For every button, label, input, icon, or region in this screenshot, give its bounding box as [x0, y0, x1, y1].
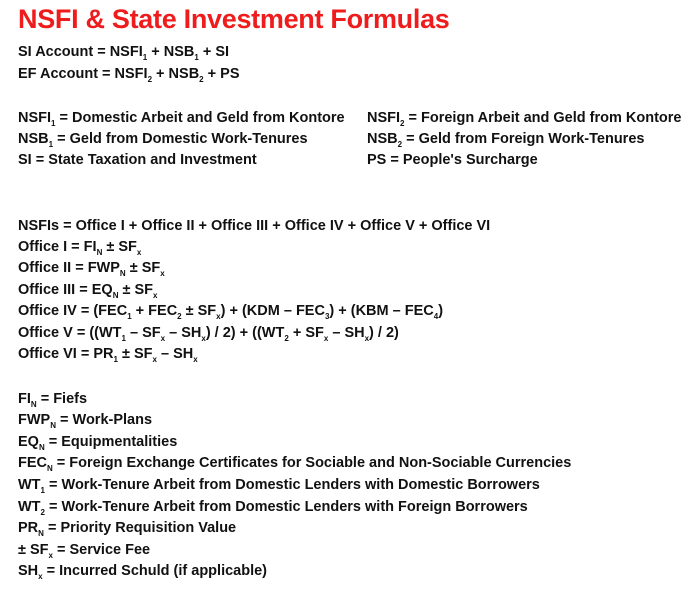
definition-ps: PS = People's Surcharge [367, 152, 538, 168]
ef-account-formula: EF Account = $NSFI_2 + NSB_2$ + PS [18, 66, 240, 84]
definition-nsfi1: $NSFI_1$ = Domestic Arbeit and Geld from Kontore [18, 110, 345, 128]
glossary-service-fee: ± $SF_x$ = Service Fee [18, 542, 151, 560]
definition-nsb1: $NSB_1$ = Geld from Domestic Work-Tenures [18, 131, 308, 149]
glossary-wt2: $WT_2$ = Work-Tenure Arbeit from Domestic Lenders with Foreign Borrowers [18, 499, 528, 517]
definition-nsfi2: $NSFI_2$ = Foreign Arbeit and Geld from Kontore [367, 110, 682, 128]
definition-si: SI = State Taxation and Investment [18, 152, 257, 168]
glossary-fiefs: $FI_N$ = Fiefs [18, 391, 88, 409]
definition-nsb2: $NSB_2$ = Geld from Foreign Work-Tenures [367, 131, 645, 149]
office-3-formula: Office III = $EQ_N \pm SF_x$ [18, 282, 158, 300]
office-5-formula: Office $V = ((WT_1 - SF_x - SH_x) / 2) + ((WT_2 + SF_x - SH_x) / 2)$ [18, 325, 399, 343]
glossary-fec: $FEC_N$ = Foreign Exchange Certificates for Sociable and Non-Sociable Currencies [18, 455, 572, 473]
nsfis-formula: NSFIs = Office I + Office II + Office III + Office IV + Office V + Office VI [18, 218, 491, 234]
glossary-wt1: $WT_1$ = Work-Tenure Arbeit from Domestic Lenders with Domestic Borrowers [18, 477, 540, 495]
glossary-incurred-schuld: $SH_x$ = Incurred Schuld (if applicable) [18, 563, 267, 581]
page-title: NSFI & State Investment Formulas [18, 4, 450, 34]
office-2-formula: Office II = $FWP_N \pm SF_x$ [18, 260, 165, 278]
office-4-formula: Office IV = $(FEC_1 + FEC_2 \pm SF_x) + (KDM - FEC_3) + (KBM - FEC_4)$ [18, 303, 444, 321]
office-6-formula: Office VI = $PR_1 \pm SF_x - SH_x$ [18, 346, 198, 364]
office-1-formula: Office $I = FI_N \pm SF_x$ [18, 239, 142, 257]
glossary-work-plans: $FWP_N$ = Work-Plans [18, 412, 153, 430]
glossary-priority-requisition: $PR_N$ = Priority Requisition Value [18, 520, 237, 538]
si-account-formula: SI Account = $NSFI_1 + NSB_1$ + SI [18, 44, 230, 62]
glossary-equipmentalities: $EQ_N$ = Equipmentalities [18, 434, 178, 452]
